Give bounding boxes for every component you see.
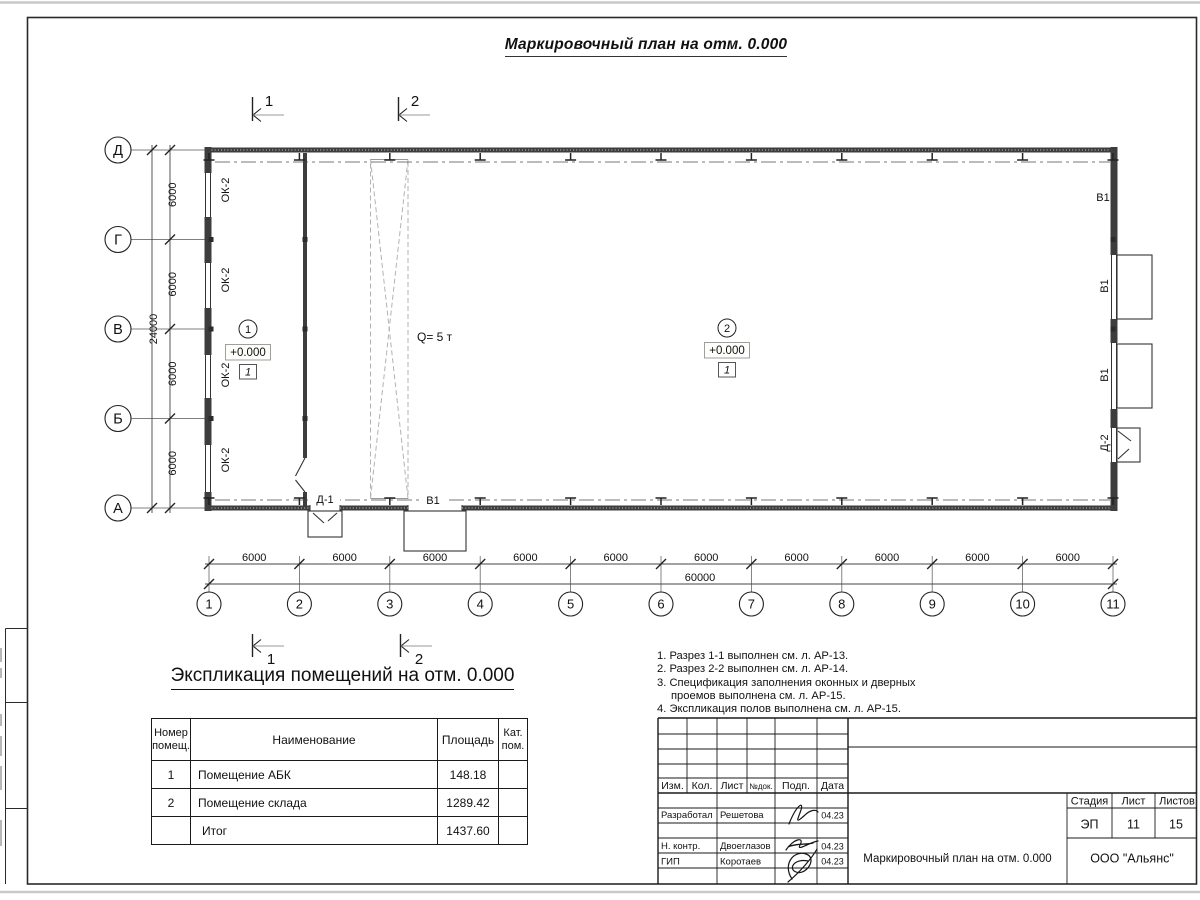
page-title-text: Маркировочный план на отм. 0.000 bbox=[505, 36, 788, 57]
cell-room-number: 1 bbox=[152, 761, 191, 789]
col-header-name: Наименование bbox=[191, 719, 438, 761]
tb-role: Разработал bbox=[661, 810, 713, 821]
tb-doc-title: Маркировочный план на отм. 0.000 bbox=[863, 853, 1052, 865]
window-mark-label: ОК-2 bbox=[220, 267, 232, 293]
crane-zone bbox=[371, 160, 409, 499]
axis-row-label: Д bbox=[113, 143, 123, 159]
explication-heading bbox=[145, 665, 540, 690]
dim-total-label: 24000 bbox=[148, 313, 160, 345]
dim-label: 6000 bbox=[603, 552, 629, 564]
tb-name: Двоеглазов bbox=[720, 841, 771, 852]
tb-role: ГИП bbox=[661, 856, 680, 868]
axis-col-label: 8 bbox=[838, 596, 846, 612]
door-mark-label: Д-1 bbox=[316, 494, 334, 506]
column-squares bbox=[209, 237, 1116, 421]
tb-header-kol: Кол. bbox=[691, 780, 713, 792]
axis-col-label: 1 bbox=[205, 596, 213, 612]
drawing-notes bbox=[657, 650, 1007, 716]
dim-label: 6000 bbox=[693, 552, 719, 564]
tb-name: Решетова bbox=[720, 810, 764, 821]
dash-dot-lines bbox=[215, 162, 1110, 500]
room-elevation: +0.000 bbox=[709, 345, 745, 357]
tb-company: ООО "Альянс" bbox=[1090, 851, 1174, 866]
dim-label: 6000 bbox=[1055, 552, 1081, 564]
axis-row-label: Г bbox=[114, 232, 122, 249]
axis-col-label: 3 bbox=[386, 596, 394, 612]
dim-label: 6000 bbox=[965, 552, 990, 564]
room-number: 1 bbox=[244, 323, 252, 336]
dim-label: 6000 bbox=[874, 552, 900, 564]
cell-room-category bbox=[499, 789, 528, 817]
axis-col-label: 10 bbox=[1015, 596, 1030, 612]
dim-label: 6000 bbox=[332, 552, 357, 564]
title-block bbox=[658, 718, 1197, 884]
section-mark-label: 2 bbox=[414, 651, 424, 668]
cell-total-label: Итог bbox=[191, 817, 438, 845]
axis-col-label: 5 bbox=[566, 596, 575, 612]
table-header-row bbox=[152, 719, 528, 761]
crane-capacity-label: Q= 5 т bbox=[417, 330, 453, 344]
tb-signatures bbox=[786, 805, 818, 882]
axis-col-label: 7 bbox=[747, 596, 756, 612]
cell-total-area: 1437.60 bbox=[438, 817, 499, 845]
cell-room-category bbox=[499, 761, 528, 789]
tb-sheets-label: Листов bbox=[1159, 795, 1195, 808]
tb-sheet-label: Лист bbox=[1121, 795, 1146, 808]
section-mark-label: 1 bbox=[264, 93, 274, 110]
dim-label: 6000 bbox=[241, 552, 267, 564]
explication-heading-text: Экспликация помещений на отм. 0.000 bbox=[171, 665, 515, 690]
room-number: 2 bbox=[723, 322, 731, 335]
dim-label: 6000 bbox=[513, 552, 538, 564]
door-mark-label: Д-2 bbox=[1099, 434, 1111, 452]
wall-piers bbox=[205, 147, 1118, 511]
dim-label: 6000 bbox=[167, 272, 179, 297]
note-line: 2. Разрез 2-2 выполнен см. л. АР-14. bbox=[657, 663, 849, 676]
table-row bbox=[152, 789, 528, 817]
table-row-total bbox=[152, 817, 528, 845]
tb-header-list: Лист bbox=[720, 780, 744, 792]
tb-stage-value: ЭП bbox=[1080, 817, 1099, 832]
cell-room-area: 148.18 bbox=[438, 761, 499, 789]
cell-room-number: 2 bbox=[152, 789, 191, 817]
axis-col-label: 2 bbox=[295, 596, 304, 612]
axis-col-label: 6 bbox=[657, 596, 665, 612]
cell-room-name: Помещение АБК bbox=[191, 761, 438, 789]
table-row bbox=[152, 761, 528, 789]
tb-sheet-value: 11 bbox=[1127, 817, 1140, 832]
note-line: 1. Разрез 1-1 выполнен см. л. АР-13. bbox=[657, 650, 849, 662]
walls-horizontal bbox=[205, 148, 1117, 511]
tb-sheets-value: 15 bbox=[1169, 817, 1183, 832]
gate-mark-label: В1 bbox=[426, 495, 440, 507]
dim-label: 6000 bbox=[784, 552, 809, 564]
cell-room-name: Помещение склада bbox=[191, 789, 438, 817]
dim-label: 6000 bbox=[167, 451, 179, 476]
tb-header-ndok: №док. bbox=[749, 782, 773, 791]
col-header-category: Кат. пом. bbox=[499, 719, 528, 761]
room-floor-type: 1 bbox=[723, 364, 731, 377]
dim-total-label: 60000 bbox=[684, 572, 716, 584]
dimensions bbox=[147, 145, 1118, 589]
tb-date: 04.23 bbox=[821, 841, 844, 852]
dim-label: 6000 bbox=[167, 361, 179, 386]
wall-baselines bbox=[206, 147, 1117, 511]
tb-date: 04.23 bbox=[821, 810, 844, 821]
dim-ticks bbox=[147, 145, 1118, 589]
col-header-area: Площадь bbox=[438, 719, 499, 761]
cell-room-area: 1289.42 bbox=[438, 789, 499, 817]
axis-col-label: 11 bbox=[1106, 596, 1120, 612]
axis-col-label: 4 bbox=[476, 596, 484, 612]
room-marker-2 bbox=[705, 319, 750, 377]
column-marks-bottom bbox=[204, 498, 1119, 505]
tb-header-izm: Изм. bbox=[661, 780, 684, 792]
axis-row-label: А bbox=[113, 501, 123, 517]
section-marks bbox=[253, 93, 433, 668]
window-mark-label: ОК-2 bbox=[220, 177, 232, 203]
window-mark-label: ОК-2 bbox=[220, 362, 232, 388]
page-title bbox=[446, 36, 846, 57]
cell-room-number bbox=[152, 817, 191, 845]
plan-labels bbox=[220, 178, 1111, 507]
tb-name: Коротаев bbox=[720, 856, 762, 868]
section-mark-label: 2 bbox=[410, 93, 420, 110]
tb-stage-label: Стадия bbox=[1070, 795, 1109, 808]
axis-col-label: 9 bbox=[928, 596, 936, 612]
cell-room-category bbox=[499, 817, 528, 845]
dim-label: 6000 bbox=[422, 552, 448, 564]
axis-row-label: Б bbox=[113, 411, 123, 428]
col-header-room-number: Номер помещ. bbox=[152, 719, 191, 761]
gate-mark-label: В1 bbox=[1099, 279, 1111, 293]
window-mark-label: ОК-2 bbox=[220, 447, 232, 473]
room-marker-1 bbox=[226, 320, 271, 379]
note-line: 3. Спецификация заполнения оконных и дверных bbox=[657, 676, 916, 689]
section-mark-label: 1 bbox=[266, 651, 276, 668]
tb-header-data: Дата bbox=[820, 780, 845, 792]
axis-row-label: В bbox=[113, 322, 123, 338]
note-line: 4. Экспликация полов выполнена см. л. АР-15. bbox=[657, 703, 901, 716]
grid-axes bbox=[105, 137, 1125, 616]
tb-header-podp: Подп. bbox=[782, 780, 810, 792]
column-marks-top bbox=[204, 153, 1119, 160]
room-elevation: +0.000 bbox=[230, 347, 266, 359]
floor-plan bbox=[204, 147, 1153, 551]
gate-mark-label: В1 bbox=[1099, 368, 1111, 382]
explication-table bbox=[151, 718, 528, 845]
room-floor-type: 1 bbox=[244, 366, 252, 379]
dim-label: 6000 bbox=[167, 182, 179, 207]
tb-role: Н. контр. bbox=[661, 841, 701, 852]
gate-mark-label: В1 bbox=[1096, 192, 1110, 204]
tb-date: 04.23 bbox=[821, 856, 844, 867]
note-line: проемов выполнена см. л. АР-15. bbox=[671, 689, 846, 702]
